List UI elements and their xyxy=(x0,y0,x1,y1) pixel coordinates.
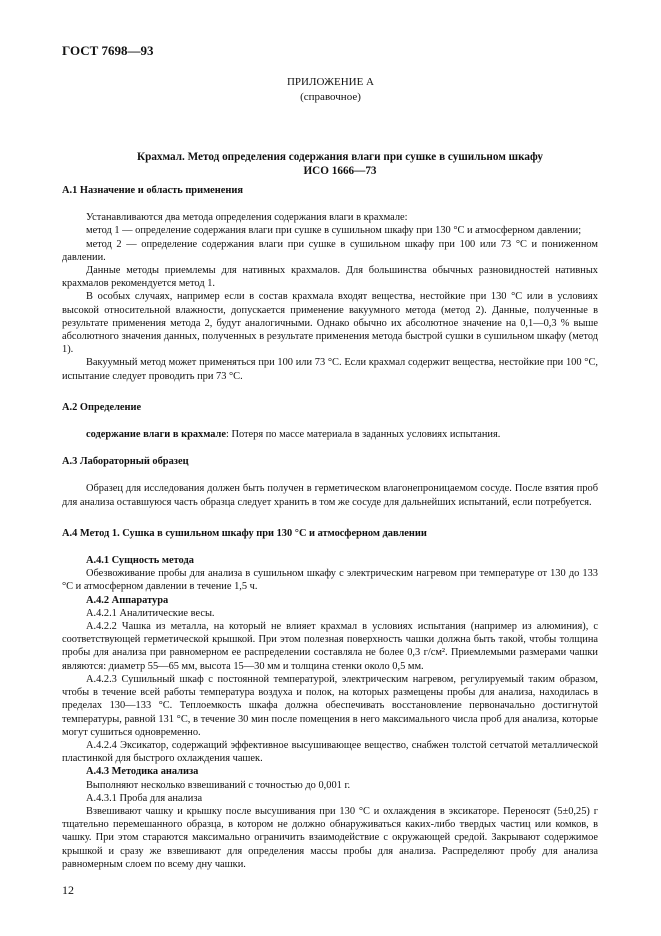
appendix-subtitle: (справочное) xyxy=(300,91,361,103)
a1-paragraph-3: метод 2 — определение содержания влаги при сушке в сушильном шкафу при 100 или 73 °С и пониженном давлении. xyxy=(62,238,598,263)
section-a3-heading: А.3 Лабораторный образец xyxy=(62,456,189,468)
standard-code: ГОСТ 7698—93 xyxy=(62,43,154,58)
a4-2-3: А.4.2.3 Сушильный шкаф с постоянной температурой, электрическим нагревом, регулируемый таким образом, чтобы в течение всей работы температура воздуха и полок, на которых размещены пробы для анализа, находилась в пределах 130—133 °С. Теплоемкость шкафа должна обеспечивать восстановление первоначально достигнутой температуры, равной 131 °С, в течение 30 мин после помещения в него максимального числа проб для анализа, которые могут сушиться одновременно. xyxy=(62,673,598,738)
section-a2-heading: А.2 Определение xyxy=(62,401,142,413)
document-title-line2: ИСО 1666—73 xyxy=(303,165,377,177)
a4-2-4: А.4.2.4 Эксикатор, содержащий эффективное высушивающее вещество, снабжен толстой сетчатой металлической пластинкой для быстрого охлаждения чашек. xyxy=(62,739,598,765)
a1-paragraph-5: В особых случаях, например если в состав крахмала входят вещества, нестойкие при 130 °С или в условиях высокой относительной влажности, допускается применение вакуумного метода (метод 2). Данные, полученные в результате применения метода 2, будут аналогичными. Однако обычно их абсолютное значение на 0,1—0,3 % выше абсолютного значения данных, полученных в результате применения метода быстрой сушки в сушильном шкафу (метод 1). xyxy=(62,291,598,356)
a2-definition-text: : Потеря по массе материала в заданных условиях испытания. xyxy=(225,429,501,441)
appendix-title: ПРИЛОЖЕНИЕ А xyxy=(286,76,374,88)
a4-3-title: А.4.3 Методика анализа xyxy=(86,766,199,778)
document-title xyxy=(70,150,610,178)
a4-3-text: Выполняют несколько взвешиваний с точностью до 0,001 г. xyxy=(86,779,351,791)
a4-2-1: А.4.2.1 Аналитические весы. xyxy=(86,607,215,619)
a4-1-text: Обезвоживание пробы для анализа в сушильном шкафу с электрическим нагревом при температуре от 130 до 133 °С и атмосферном давлении в течение 1,5 ч. xyxy=(62,568,598,593)
a1-paragraph-6: Вакуумный метод может применяться при 100 или 73 °С. Если крахмал содержит вещества, нестойкие при 100 °С, испытание следует проводить при 73 °С. xyxy=(62,357,598,382)
document-title-line1: Крахмал. Метод определения содержания влаги при сушке в сушильном шкафу xyxy=(136,151,544,163)
a4-2-title: А.4.2 Аппаратура xyxy=(86,594,169,606)
a4-3-1-title: А.4.3.1 Проба для анализа xyxy=(86,792,203,804)
a2-term: содержание влаги в крахмале xyxy=(86,429,226,441)
a1-paragraph-1: Устанавливаются два метода определения содержания влаги в крахмале: xyxy=(86,212,408,224)
a1-paragraph-4: Данные методы приемлемы для нативных крахмалов. Для большинства обычных разновидностей нативных крахмалов рекомендуется метод 1. xyxy=(62,265,598,290)
a1-paragraph-2: метод 1 — определение содержания влаги при сушке в сушильном шкафу при 130 °С и атмосферном давлении; xyxy=(86,225,582,237)
page-number: 12 xyxy=(62,883,74,897)
document-body xyxy=(62,184,598,871)
a4-3-1-text: Взвешивают чашку и крышку после высушивания при 130 °С и охлаждения в эксикаторе. Переносят (5±0,25) г тщательно перемешанного образца, в котором не должно обнаруживаться каких-либо твердых частиц или комков, в чашку. При этом стараются максимально ограничить взаимодействие с окружающей средой. Закрывают содержимое крышкой и сразу же взвешивают для определения массы пробы для анализа. Распределяют пробу для анализа равномерным слоем по всему дну чашки. xyxy=(62,805,598,870)
a3-paragraph-1: Образец для исследования должен быть получен в герметическом влагонепроницаемом сосуде. После взятия проб для анализа оставшуюся часть образца следует хранить в том же сосуде для дальнейших испытаний, если потребуется. xyxy=(62,483,598,508)
a2-definition xyxy=(62,428,598,441)
section-a1-heading: А.1 Назначение и область применения xyxy=(62,185,243,196)
a4-1-title: А.4.1 Сущность метода xyxy=(86,555,194,567)
a4-2-2: А.4.2.2 Чашка из металла, на который не влияет крахмал в условиях испытания (например из алюминия), с соответствующей герметической крышкой. При этом полезная поверхность чашки должна быть такой, чтобы толщина пробы для анализа при равномерном ее распределении составляла не более 0,3 г/см². Приемлемыми размерами чашки являются: диаметр 55—65 мм, высота 15—30 мм и толщина стенки около 0,5 мм. xyxy=(62,621,598,672)
section-a4-heading: А.4 Метод 1. Сушка в сушильном шкафу при 130 °С и атмосферном давлении xyxy=(62,527,427,539)
